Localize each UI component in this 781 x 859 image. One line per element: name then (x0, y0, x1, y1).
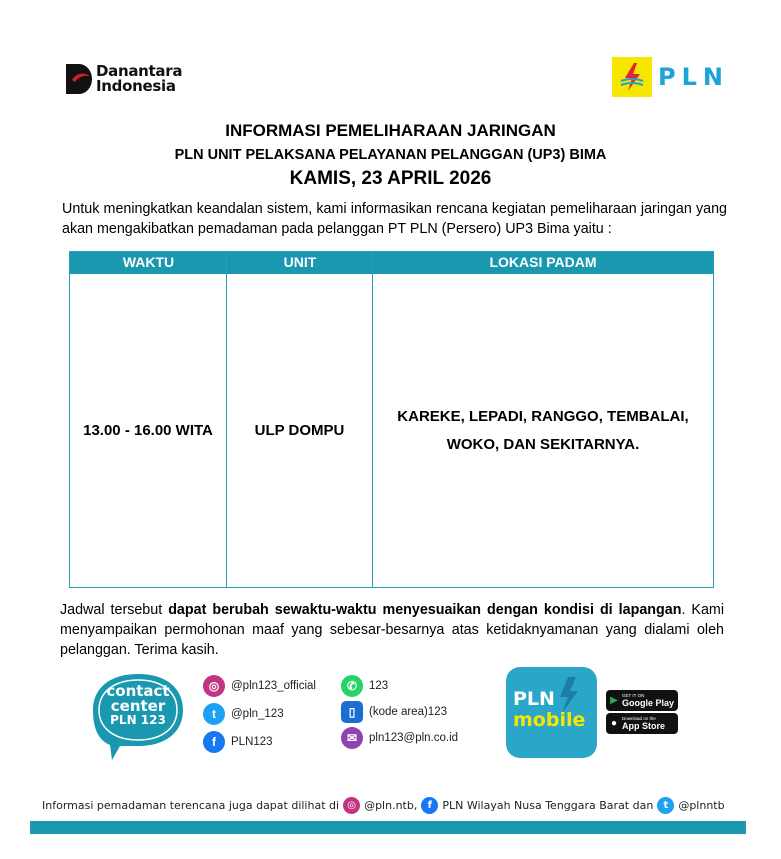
email-icon: ✉ (341, 727, 363, 749)
outro-text-end: . Kami menyampaikan permohonan maaf yang sebesar-besarnya atas ketidaknyamanan yang dialami oleh pelanggan. Terima kasih. (60, 602, 724, 658)
app-name-line-2: mobile (513, 709, 586, 731)
pln-lightning-icon (612, 57, 652, 97)
danantara-name: Danantara (96, 62, 183, 80)
google-play-caption: GET IT ON (622, 693, 645, 698)
facebook-icon: f (421, 797, 438, 814)
twitter-icon: t (203, 703, 225, 725)
twitter-icon: t (657, 797, 674, 814)
instagram-handle: @pln123_official (231, 680, 316, 692)
apple-icon: ● (610, 718, 618, 729)
app-store-caption: Download on the (622, 716, 656, 721)
cell-waktu: 13.00 - 16.00 WITA (83, 421, 213, 439)
instagram-icon: ◎ (343, 797, 360, 814)
danantara-mark-icon (66, 64, 92, 94)
facebook-icon: f (203, 731, 225, 753)
contact-facebook (203, 731, 273, 753)
page-subtitle: PLN UNIT PELAKSANA PELAYANAN PELANGGAN (UP3) BIMA (174, 147, 607, 163)
intro-paragraph: Untuk meningkatkan keandalan sistem, kami informasikan rencana kegiatan pemeliharaan jaringan yang akan mengakibatkan pemadaman pada pelanggan PT PLN (Persero) UP3 Bima yaitu : (62, 201, 727, 237)
header-waktu: WAKTU (122, 254, 175, 270)
header-lokasi: LOKASI PADAM (489, 254, 597, 270)
email-address: pln123@pln.co.id (369, 732, 459, 744)
pln-logo (612, 57, 729, 97)
outro-text-start: Jadwal tersebut (60, 602, 169, 618)
contact-email (341, 727, 458, 749)
badge-line-2: center (110, 697, 166, 715)
contact-center-badge (90, 670, 186, 762)
footer-text: Informasi pemadaman terencana juga dapat dilihat di (42, 799, 340, 812)
page-date: KAMIS, 23 APRIL 2026 (289, 168, 492, 189)
cell-lokasi: KAREKE, LEPADI, RANGGO, TEMBALAI, WOKO, DAN SEKITARNYA. (397, 407, 689, 453)
contact-twitter (203, 703, 284, 725)
whatsapp-icon: ✆ (341, 675, 363, 697)
badge-line-3: PLN 123 (110, 713, 166, 727)
page-title: INFORMASI PEMELIHARAAN JARINGAN (225, 121, 556, 140)
pln-wordmark: PLN (658, 63, 729, 91)
phone-icon: ▯ (341, 701, 363, 723)
whatsapp-number: 123 (369, 680, 389, 692)
pln-mobile-app-icon (506, 667, 597, 758)
instagram-icon: ◎ (203, 675, 225, 697)
app-store-label: App Store (622, 721, 666, 731)
twitter-handle: @pln_123 (231, 708, 284, 720)
badge-line-1: contact (106, 682, 170, 700)
header-unit: UNIT (283, 254, 317, 270)
contact-instagram (203, 675, 316, 697)
google-play-label: Google Play (622, 698, 675, 708)
contact-phone (341, 701, 447, 723)
app-store-button[interactable] (606, 713, 678, 734)
footer-twitter: @plnntb (678, 799, 725, 812)
danantara-logo (66, 64, 182, 94)
app-name-line-1: PLN (513, 688, 555, 710)
footer-info (42, 797, 725, 814)
footer-instagram: @pln.ntb, (364, 799, 418, 812)
schedule-table (69, 251, 714, 588)
outro-paragraph (60, 600, 724, 660)
phone-number: (kode area)123 (369, 706, 447, 718)
bottom-bar (30, 821, 746, 834)
outro-emphasis: dapat berubah sewaktu-waktu menyesuaikan dengan kondisi di lapangan (168, 602, 682, 618)
danantara-country: Indonesia (96, 77, 176, 95)
cell-unit: ULP DOMPU (254, 421, 345, 439)
footer-facebook: PLN Wilayah Nusa Tenggara Barat dan (442, 799, 654, 812)
google-play-button[interactable] (606, 690, 678, 711)
facebook-handle: PLN123 (231, 736, 273, 748)
google-play-icon: ▶ (610, 695, 618, 706)
contact-whatsapp (341, 675, 388, 697)
